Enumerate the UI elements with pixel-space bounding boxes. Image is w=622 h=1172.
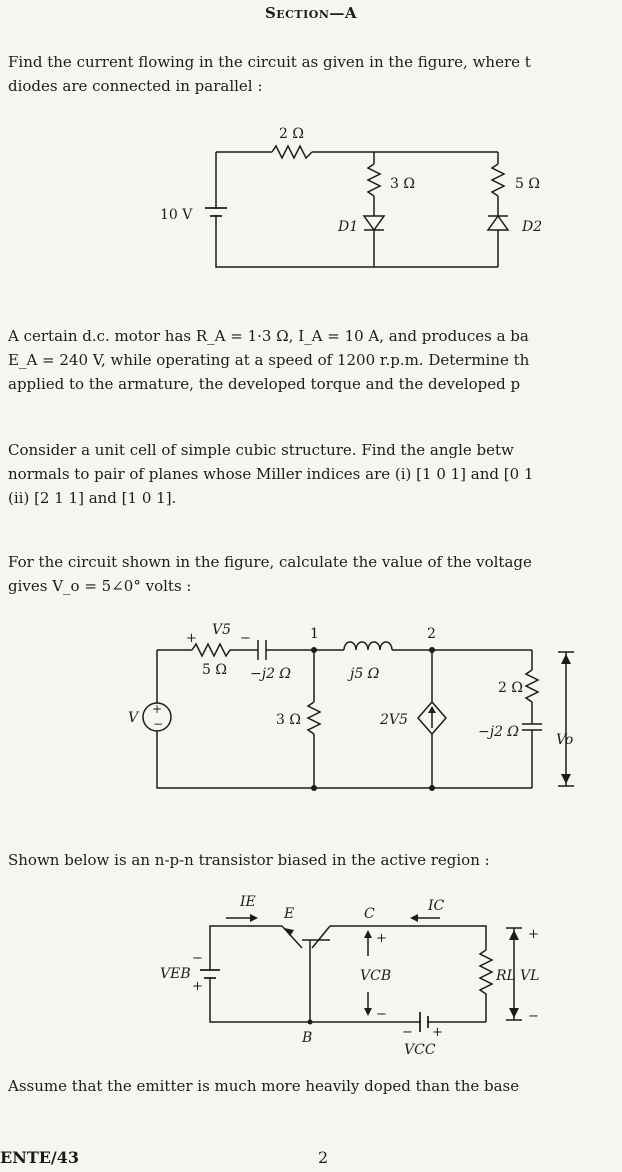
q6-line-1: Assume that the emitter is much more heavily doped than the base xyxy=(8,1077,520,1095)
c3-vcb-plus: + xyxy=(376,931,387,946)
c2-source-plus: + xyxy=(152,702,163,716)
c3-veb-plus: + xyxy=(192,979,203,994)
c3-veb-label: VEB xyxy=(160,966,191,982)
c2-v-label: V xyxy=(128,710,139,726)
diode-circuit-figure xyxy=(0,120,622,280)
question-5-text xyxy=(8,848,622,872)
q2-line-1: A certain d.c. motor has R_A = 1·3 Ω, I_A = 10 A, and produces a ba xyxy=(8,327,529,345)
c2-ind-label: j5 Ω xyxy=(350,666,380,682)
q4-line-1: For the circuit shown in the figure, calculate the value of the voltage xyxy=(8,553,532,571)
section-title: Section—A xyxy=(264,4,358,22)
q1-line-1: Find the current flowing in the circuit as given in the figure, where t xyxy=(8,53,531,71)
page-number: 2 xyxy=(318,1148,329,1167)
q3-line-3: (ii) [2 1 1] and [1 0 1]. xyxy=(8,489,177,507)
ac-circuit-figure xyxy=(0,616,622,806)
c1-r-top-label: 2 Ω xyxy=(279,126,304,142)
c2-r3-label: 3 Ω xyxy=(276,712,301,728)
paper-code: ENTE/43 xyxy=(0,1148,80,1167)
c2-cap2-label: −j2 Ω xyxy=(478,724,520,740)
c2-v5-plus: + xyxy=(186,631,197,646)
q3-line-1: Consider a unit cell of simple cubic structure. Find the angle betw xyxy=(8,441,514,459)
question-4-text xyxy=(8,550,622,598)
c3-vl-minus: − xyxy=(528,1009,539,1024)
q2-line-3: applied to the armature, the developed torque and the developed p xyxy=(8,375,521,393)
c2-r5-label: 5 Ω xyxy=(202,662,227,678)
c3-ic-label: IC xyxy=(428,898,445,914)
c2-source-minus: − xyxy=(153,717,164,731)
c3-rl-label: RL xyxy=(496,968,516,984)
c3-e-label: E xyxy=(284,906,295,922)
question-2-text xyxy=(8,324,622,396)
c2-v5-label: V5 xyxy=(212,622,232,638)
c3-vl-plus: + xyxy=(528,927,539,942)
c3-vcc-minus: − xyxy=(402,1025,413,1040)
c2-r2-label: 2 Ω xyxy=(498,680,523,696)
q2-line-2: E_A = 240 V, while operating at a speed of 1200 r.p.m. Determine th xyxy=(8,351,530,369)
q3-line-2: normals to pair of planes whose Miller indices are (i) [1 0 1] and [0 1 xyxy=(8,465,534,483)
c3-b-label: B xyxy=(302,1030,313,1046)
c3-veb-minus: − xyxy=(192,951,203,966)
question-1-text xyxy=(8,50,622,98)
c1-r-mid-label: 3 Ω xyxy=(390,176,415,192)
c2-node2-label: 2 xyxy=(427,626,436,642)
c2-vo-label: Vo xyxy=(556,732,574,748)
c2-cap1-label: −j2 Ω xyxy=(250,666,292,682)
c1-source-label: 10 V xyxy=(160,207,193,223)
transistor-circuit-figure xyxy=(0,890,622,1060)
c1-r-right-label: 5 Ω xyxy=(515,176,540,192)
c3-vl-label: VL xyxy=(520,968,540,984)
c1-d1-label: D1 xyxy=(338,219,359,235)
c2-v5-minus: − xyxy=(240,631,251,646)
c2-dep-label: 2V5 xyxy=(380,712,408,728)
c1-d2-label: D2 xyxy=(522,219,543,235)
question-6-text xyxy=(8,1074,622,1098)
c3-vcb-label: VCB xyxy=(360,968,392,984)
c3-ie-label: IE xyxy=(240,894,256,910)
c3-vcb-minus: − xyxy=(376,1007,387,1022)
question-3-text xyxy=(8,438,622,510)
c2-node1-label: 1 xyxy=(310,626,319,642)
q5-line-1: Shown below is an n-p-n transistor biased in the active region : xyxy=(8,851,490,869)
c3-vcc-plus: + xyxy=(432,1025,443,1040)
c3-c-label: C xyxy=(364,906,375,922)
q1-line-2: diodes are connected in parallel : xyxy=(8,77,263,95)
c3-vcc-label: VCC xyxy=(404,1042,436,1058)
q4-line-2: gives V_o = 5∠0° volts : xyxy=(8,577,192,595)
